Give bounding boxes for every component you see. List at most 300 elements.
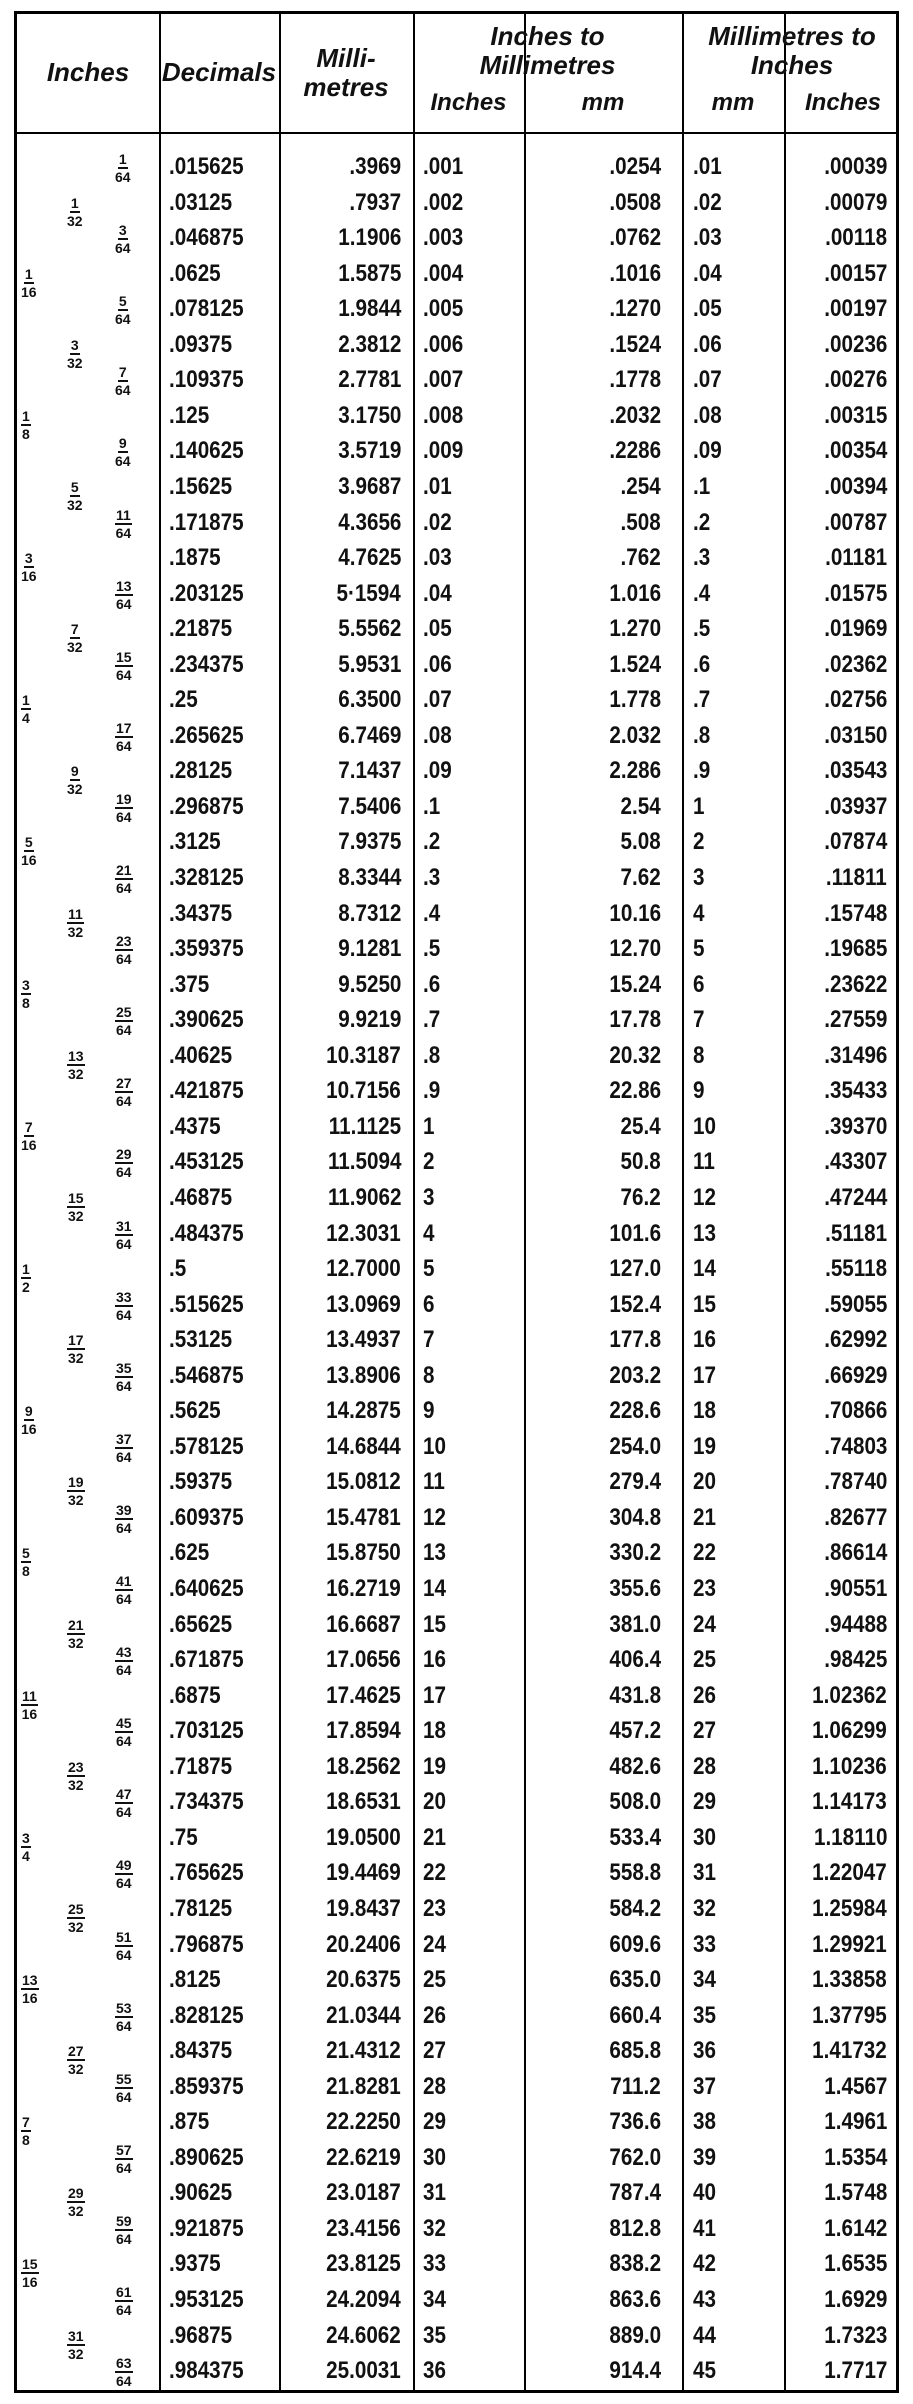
mm-to-inches-mm-cell: .4: [693, 579, 711, 607]
mm-to-inches-inches-cell: 1.5748: [823, 2179, 887, 2207]
header-mm-to-inches-line2: Inches: [750, 50, 834, 80]
millimetres-cell: 2.3812: [337, 330, 401, 358]
inches-to-mm-inches-cell: .08: [423, 721, 452, 749]
decimal-cell: .828125: [169, 2001, 244, 2029]
inches-to-mm-inches-cell: 31: [423, 2179, 446, 2207]
fraction-numerator: 31: [68, 2327, 84, 2344]
fraction-denominator: 16: [22, 1990, 38, 2007]
mm-to-inches-inches-cell: .00354: [823, 437, 887, 465]
millimetres-cell: 21.4312: [326, 2037, 401, 2065]
inches-to-mm-inches-cell: 20: [423, 1788, 446, 1816]
mm-to-inches-inches-cell: 1.02362: [812, 1681, 887, 1709]
millimetres-cell: 17.0656: [326, 1646, 401, 1674]
millimetres-cell: 16.6687: [326, 1610, 401, 1638]
mm-to-inches-inches-cell: .27559: [823, 1006, 887, 1034]
conversion-table: [14, 11, 899, 2393]
decimal-cell: .59375: [169, 1468, 233, 1496]
table-row: [17, 1039, 896, 1082]
inches-to-mm-inches-cell: 8: [423, 1361, 435, 1389]
decimal-cell: .375: [169, 970, 210, 998]
mm-to-inches-inches-cell: .03543: [823, 757, 887, 785]
mm-to-inches-inches-cell: .94488: [823, 1610, 887, 1638]
inches-to-mm-inches-cell: 33: [423, 2250, 446, 2278]
fraction-numerator: 3: [70, 336, 79, 353]
mm-to-inches-inches-cell: 1.06299: [812, 1717, 887, 1745]
fraction-denominator: 64: [116, 1022, 132, 1039]
fraction-numerator: 5: [24, 834, 33, 851]
mm-to-inches-mm-cell: .07: [693, 366, 722, 394]
decimal-cell: .046875: [169, 224, 244, 252]
decimal-cell: .515625: [169, 1290, 244, 1318]
inches-to-mm-mm-cell: 812.8: [609, 2214, 661, 2242]
fraction-numerator: 3: [22, 976, 30, 993]
fraction-cell: [115, 2285, 133, 2317]
table-row: [17, 1288, 896, 1321]
mm-to-inches-mm-cell: .06: [693, 330, 722, 358]
fraction-denominator: 16: [21, 568, 37, 585]
mm-to-inches-mm-cell: 15: [693, 1290, 716, 1318]
decimal-cell: .0625: [169, 259, 221, 287]
mm-to-inches-inches-cell: .55118: [824, 1255, 887, 1283]
mm-to-inches-mm-cell: 33: [693, 1930, 716, 1958]
table-row: [17, 541, 896, 585]
fraction-numerator: 41: [116, 1573, 132, 1589]
inches-to-mm-mm-cell: 10.16: [609, 899, 661, 927]
table-row: [17, 1430, 896, 1463]
inches-to-mm-mm-cell: 76.2: [620, 1183, 661, 1211]
mm-to-inches-mm-cell: .2: [693, 508, 711, 536]
millimetres-cell: 20.2406: [326, 1930, 401, 1958]
mm-to-inches-inches-cell: 1.22047: [812, 1859, 887, 1887]
millimetres-cell: 10.3187: [326, 1041, 401, 1069]
decimal-cell: .609375: [169, 1503, 244, 1531]
decimal-cell: .5625: [169, 1397, 221, 1425]
inches-to-mm-mm-cell: 711.2: [610, 2072, 661, 2100]
decimal-cell: .203125: [169, 579, 244, 607]
millimetres-cell: 25.0031: [326, 2357, 401, 2385]
fraction-denominator: 64: [116, 666, 132, 683]
fraction-denominator: 64: [116, 595, 132, 612]
decimal-cell: .28125: [169, 757, 233, 785]
fraction-numerator: 57: [116, 2141, 132, 2158]
mm-to-inches-mm-cell: 22: [693, 1539, 716, 1567]
mm-to-inches-mm-cell: 1: [693, 792, 705, 820]
inches-to-mm-mm-cell: 457.2: [609, 1717, 661, 1745]
table-row: [17, 1821, 896, 1864]
mm-to-inches-inches-cell: .35433: [823, 1077, 887, 1105]
inches-to-mm-inches-cell: .006: [423, 330, 464, 358]
fraction-denominator: 32: [68, 1918, 84, 1935]
mm-to-inches-inches-cell: 1.10236: [812, 1752, 887, 1780]
mm-to-inches-mm-cell: 18: [693, 1397, 716, 1425]
mm-to-inches-mm-cell: 43: [693, 2286, 716, 2313]
table-row: [17, 648, 896, 681]
inches-to-mm-inches-cell: 36: [423, 2357, 446, 2385]
inches-to-mm-inches-cell: .4: [423, 899, 441, 927]
table-row: [17, 1145, 896, 1181]
mm-to-inches-inches-cell: .01181: [824, 544, 887, 572]
mm-to-inches-inches-cell: .23622: [823, 970, 887, 998]
inches-to-mm-mm-cell: .1524: [609, 330, 661, 358]
header-inches-to-mm-line1: Inches to: [490, 21, 605, 51]
mm-to-inches-inches-cell: 1.18110: [813, 1823, 887, 1851]
subheader-mm: mm: [581, 89, 625, 116]
mm-to-inches-inches-cell: .01575: [823, 579, 887, 607]
table-row: [17, 719, 896, 752]
mm-to-inches-inches-cell: .01969: [823, 615, 887, 643]
fraction-numerator: 19: [116, 790, 132, 807]
fraction-denominator: 4: [22, 710, 30, 727]
fraction-numerator: 37: [116, 1430, 132, 1447]
fraction-denominator: 64: [116, 2230, 132, 2247]
inches-to-mm-inches-cell: .001: [423, 153, 464, 180]
fraction-numerator: 39: [116, 1501, 132, 1518]
inches-to-mm-inches-cell: 2: [423, 1148, 435, 1176]
millimetres-cell: 19.0500: [326, 1823, 401, 1851]
inches-to-mm-inches-cell: .01: [423, 472, 452, 500]
inches-to-mm-inches-cell: 21: [423, 1823, 446, 1851]
decimal-cell: .359375: [169, 935, 244, 963]
decimal-cell: .46875: [169, 1183, 233, 1211]
mm-to-inches-mm-cell: 10: [693, 1112, 716, 1140]
fraction-denominator: 64: [116, 1164, 132, 1181]
mm-to-inches-mm-cell: .7: [693, 686, 711, 714]
fraction-denominator: 32: [68, 1350, 84, 1367]
mm-to-inches-inches-cell: 1.6142: [823, 2214, 887, 2242]
decimal-cell: .578125: [169, 1432, 244, 1460]
table-row: [17, 150, 896, 183]
fraction-denominator: 64: [116, 1093, 132, 1110]
fraction-denominator: 64: [116, 1733, 132, 1750]
inches-to-mm-inches-cell: 26: [423, 2001, 446, 2029]
fraction-denominator: 64: [116, 2159, 132, 2176]
inches-to-mm-inches-cell: .005: [423, 295, 464, 323]
mm-to-inches-inches-cell: .02756: [823, 686, 887, 714]
inches-to-mm-inches-cell: 9: [423, 1397, 435, 1425]
fraction-numerator: 3: [24, 550, 33, 567]
fraction-numerator: 1: [24, 265, 33, 282]
header-inches: Inches: [46, 57, 130, 87]
table-row: [17, 1217, 896, 1250]
fraction-numerator: 5: [70, 478, 79, 495]
millimetres-cell: 20.6375: [326, 1966, 401, 1994]
mm-to-inches-mm-cell: 16: [693, 1326, 716, 1354]
decimal-cell: .25: [169, 686, 198, 714]
mm-to-inches-mm-cell: 11: [693, 1148, 715, 1176]
mm-to-inches-inches-cell: .70866: [823, 1397, 887, 1425]
inches-to-mm-inches-cell: 12: [423, 1503, 446, 1531]
fraction-cell: [115, 1858, 133, 1890]
fraction-denominator: 64: [115, 453, 131, 470]
decimal-cell: .765625: [169, 1859, 244, 1887]
fraction-denominator: 64: [116, 880, 132, 896]
fraction-numerator: 25: [116, 1004, 132, 1021]
table-row: [17, 186, 896, 229]
table-row: [17, 221, 896, 257]
inches-to-mm-inches-cell: .06: [423, 650, 452, 678]
fraction-numerator: 15: [22, 2256, 38, 2273]
table-row: [17, 2354, 896, 2390]
millimetres-cell: 16.2719: [326, 1575, 401, 1602]
mm-to-inches-mm-cell: .9: [693, 757, 711, 785]
millimetres-cell: 1.9844: [337, 295, 401, 323]
fraction-denominator: 32: [67, 923, 84, 940]
table-row: [17, 754, 896, 798]
decimal-cell: .96875: [169, 2321, 233, 2349]
inches-to-mm-mm-cell: .254: [620, 472, 661, 500]
decimal-cell: .53125: [169, 1326, 233, 1354]
inches-to-mm-inches-cell: 29: [423, 2108, 446, 2136]
mm-to-inches-mm-cell: .03: [693, 224, 722, 252]
table-row: [17, 577, 896, 610]
fraction-cell: [115, 1503, 133, 1535]
fraction-denominator: 64: [116, 808, 132, 825]
fraction-numerator: 17: [68, 1332, 84, 1349]
fraction-numerator: 7: [22, 2114, 30, 2131]
decimal-cell: .328125: [169, 864, 244, 891]
millimetres-cell: 22.2250: [326, 2108, 401, 2136]
decimal-cell: .9375: [169, 2250, 221, 2278]
fraction-denominator: 64: [116, 2302, 132, 2318]
fraction-denominator: 64: [116, 1875, 132, 1892]
mm-to-inches-inches-cell: .00787: [823, 508, 887, 536]
table-row: [17, 2141, 896, 2174]
fraction-denominator: 16: [21, 1421, 37, 1438]
table-row: [17, 1785, 896, 1821]
inches-to-mm-mm-cell: 660.4: [609, 2001, 661, 2029]
millimetres-cell: 5.5562: [337, 615, 401, 643]
mm-to-inches-inches-cell: .43307: [823, 1148, 887, 1176]
fraction-denominator: 32: [67, 212, 83, 229]
millimetres-cell: 19.4469: [326, 1859, 401, 1887]
decimal-cell: .6875: [169, 1681, 221, 1709]
decimal-cell: .875: [169, 2108, 210, 2136]
fraction-numerator: 51: [116, 1928, 132, 1945]
inches-to-mm-inches-cell: 22: [423, 1859, 446, 1887]
inches-to-mm-mm-cell: .762: [620, 544, 661, 572]
mm-to-inches-mm-cell: 34: [693, 1966, 716, 1994]
fraction-numerator: 9: [118, 435, 127, 452]
table-row: [17, 1572, 896, 1605]
fraction-denominator: 32: [68, 1634, 84, 1651]
mm-to-inches-mm-cell: 24: [693, 1610, 716, 1638]
millimetres-cell: 7.1437: [337, 757, 401, 785]
mm-to-inches-mm-cell: 20: [693, 1468, 716, 1496]
fraction-cell: [115, 792, 133, 824]
inches-to-mm-mm-cell: 304.8: [609, 1503, 661, 1531]
inches-to-mm-mm-cell: 762.0: [609, 2143, 661, 2171]
mm-to-inches-inches-cell: .39370: [823, 1112, 887, 1140]
inches-to-mm-mm-cell: 7.62: [620, 864, 661, 891]
decimal-cell: .921875: [169, 2214, 244, 2242]
inches-to-mm-mm-cell: 25.4: [620, 1112, 661, 1140]
mm-to-inches-mm-cell: 35: [693, 2001, 716, 2029]
fraction-denominator: 64: [116, 737, 132, 754]
mm-to-inches-inches-cell: .19685: [823, 935, 887, 963]
fraction-numerator: 21: [68, 1616, 84, 1633]
fraction-numerator: 61: [116, 2284, 132, 2300]
millimetres-cell: 13.4937: [326, 1326, 401, 1354]
mm-to-inches-inches-cell: 1.25984: [812, 1894, 887, 1922]
mm-to-inches-mm-cell: .08: [693, 401, 722, 429]
fraction-denominator: 16: [21, 852, 37, 869]
fraction-numerator: 55: [116, 2070, 132, 2087]
inches-to-mm-mm-cell: 1.016: [609, 579, 661, 607]
fraction-numerator: 7: [118, 364, 127, 381]
fraction-cell: [115, 1432, 133, 1464]
fraction-cell: [115, 365, 131, 397]
fraction-numerator: 9: [24, 1403, 33, 1420]
table-row: [17, 506, 896, 539]
decimal-cell: .421875: [169, 1077, 244, 1105]
mm-to-inches-inches-cell: .86614: [823, 1539, 887, 1567]
mm-to-inches-mm-cell: .04: [693, 259, 722, 287]
fraction-numerator: 45: [116, 1715, 132, 1732]
fraction-numerator: 1: [22, 692, 30, 709]
inches-to-mm-inches-cell: .02: [423, 508, 452, 536]
fraction-denominator: 32: [68, 2203, 84, 2220]
mm-to-inches-inches-cell: .59055: [823, 1290, 887, 1318]
inches-to-mm-inches-cell: .05: [423, 615, 452, 643]
mm-to-inches-mm-cell: 13: [693, 1219, 716, 1247]
fraction-numerator: 53: [116, 1999, 132, 2016]
mm-to-inches-inches-cell: .47244: [823, 1183, 887, 1211]
fraction-denominator: 16: [22, 2274, 38, 2291]
inches-to-mm-mm-cell: 279.4: [609, 1468, 661, 1496]
fraction-cell: [115, 1076, 133, 1108]
fraction-numerator: 23: [116, 933, 132, 950]
fraction-numerator: 13: [68, 1047, 84, 1064]
fraction-cell: [115, 1219, 133, 1251]
inches-to-mm-inches-cell: .004: [423, 259, 464, 287]
fraction-denominator: 32: [68, 2061, 84, 2078]
millimetres-cell: 23.8125: [326, 2250, 401, 2278]
table-row: [17, 683, 896, 727]
decimal-cell: .140625: [169, 437, 244, 465]
fraction-numerator: 3: [118, 222, 127, 239]
inches-to-mm-mm-cell: .0762: [609, 224, 661, 252]
millimetres-cell: 9.9219: [337, 1006, 401, 1034]
fraction-numerator: 27: [68, 2043, 84, 2060]
header-millimetres-line1: Milli-: [316, 43, 376, 73]
fraction-cell: [115, 1005, 133, 1037]
mm-to-inches-mm-cell: 14: [693, 1255, 716, 1283]
fraction-numerator: 3: [22, 1829, 30, 1846]
decimal-cell: .546875: [169, 1361, 244, 1389]
inches-to-mm-inches-cell: .003: [423, 224, 464, 252]
table-row: [17, 1536, 896, 1580]
fraction-numerator: 15: [116, 648, 132, 665]
mm-to-inches-inches-cell: .90551: [823, 1575, 887, 1602]
decimal-cell: .078125: [169, 295, 244, 323]
mm-to-inches-mm-cell: 17: [693, 1361, 716, 1389]
millimetres-cell: 7.9375: [337, 828, 401, 856]
inches-to-mm-inches-cell: 34: [423, 2286, 446, 2313]
table-row: [17, 1465, 896, 1509]
table-row: [17, 363, 896, 399]
fraction-cell: [115, 1361, 133, 1393]
table-row: [17, 1892, 896, 1935]
table-row: [17, 434, 896, 470]
inches-to-mm-inches-cell: 24: [423, 1930, 446, 1958]
mm-to-inches-inches-cell: 1.6535: [823, 2250, 887, 2278]
millimetres-cell: 24.6062: [326, 2321, 401, 2349]
mm-to-inches-mm-cell: 19: [693, 1432, 716, 1460]
fraction-numerator: 59: [116, 2212, 132, 2229]
mm-to-inches-mm-cell: 44: [693, 2321, 716, 2349]
inches-to-mm-inches-cell: 4: [423, 1219, 435, 1247]
inches-to-mm-inches-cell: .03: [423, 544, 452, 572]
inches-to-mm-mm-cell: 330.2: [609, 1539, 661, 1567]
decimal-cell: .78125: [169, 1894, 233, 1922]
mm-to-inches-inches-cell: .00157: [823, 259, 887, 287]
decimal-cell: .90625: [169, 2179, 233, 2207]
inches-to-mm-inches-cell: 17: [423, 1681, 446, 1709]
table-row: [17, 1181, 896, 1224]
mm-to-inches-inches-cell: .00197: [823, 295, 887, 323]
millimetres-cell: 1.5875: [337, 259, 401, 287]
fraction-denominator: 64: [116, 1591, 132, 1607]
inches-to-mm-mm-cell: 1.778: [609, 686, 661, 714]
mm-to-inches-mm-cell: .5: [693, 615, 711, 643]
inches-to-mm-mm-cell: 431.8: [609, 1681, 661, 1709]
inches-to-mm-mm-cell: 203.2: [609, 1361, 661, 1389]
millimetres-cell: 15.4781: [326, 1503, 401, 1531]
millimetres-cell: 8.3344: [337, 864, 401, 891]
inches-to-mm-inches-cell: 30: [423, 2143, 446, 2171]
decimal-cell: .703125: [169, 1717, 244, 1745]
inches-to-mm-mm-cell: 20.32: [609, 1041, 661, 1069]
mm-to-inches-inches-cell: .02362: [823, 650, 887, 678]
inches-to-mm-inches-cell: 18: [423, 1717, 446, 1745]
inches-to-mm-inches-cell: .3: [423, 864, 441, 891]
mm-to-inches-mm-cell: 37: [693, 2072, 716, 2100]
inches-to-mm-mm-cell: 254.0: [609, 1432, 661, 1460]
inches-to-mm-mm-cell: 5.08: [620, 828, 661, 856]
fraction-denominator: 32: [67, 639, 83, 656]
decimal-cell: .71875: [169, 1752, 233, 1780]
decimal-cell: .625: [169, 1539, 210, 1567]
millimetres-cell: 10.7156: [326, 1077, 401, 1105]
fraction-numerator: 23: [68, 1758, 84, 1775]
mm-to-inches-mm-cell: 32: [693, 1894, 716, 1922]
inches-to-mm-mm-cell: 406.4: [609, 1646, 661, 1674]
inches-to-mm-mm-cell: 2.032: [609, 721, 661, 749]
fraction-numerator: 47: [116, 1786, 132, 1803]
inches-to-mm-mm-cell: .0254: [609, 153, 661, 180]
inches-to-mm-mm-cell: .1270: [609, 295, 661, 323]
decimal-cell: .03125: [169, 188, 233, 216]
table-row: [17, 1750, 896, 1793]
mm-to-inches-mm-cell: 26: [693, 1681, 716, 1709]
mm-to-inches-inches-cell: .00236: [823, 330, 887, 358]
table-row: [17, 790, 896, 823]
mm-to-inches-inches-cell: 1.7323: [823, 2321, 887, 2349]
inches-to-mm-inches-cell: .009: [423, 437, 464, 465]
millimetres-cell: 5.9531: [337, 650, 401, 678]
table-row: [17, 2070, 896, 2103]
fraction-cell: [115, 934, 133, 966]
mm-to-inches-mm-cell: 38: [693, 2108, 716, 2136]
table-row: [17, 861, 896, 894]
millimetres-cell: 23.0187: [326, 2179, 401, 2207]
millimetres-cell: .3969: [349, 153, 401, 180]
millimetres-cell: 18.2562: [326, 1752, 401, 1780]
mm-to-inches-inches-cell: .15748: [823, 899, 887, 927]
mm-to-inches-inches-cell: 1.4567: [823, 2072, 887, 2100]
decimal-cell: .4375: [169, 1112, 221, 1140]
fraction-numerator: 1: [22, 1261, 30, 1278]
